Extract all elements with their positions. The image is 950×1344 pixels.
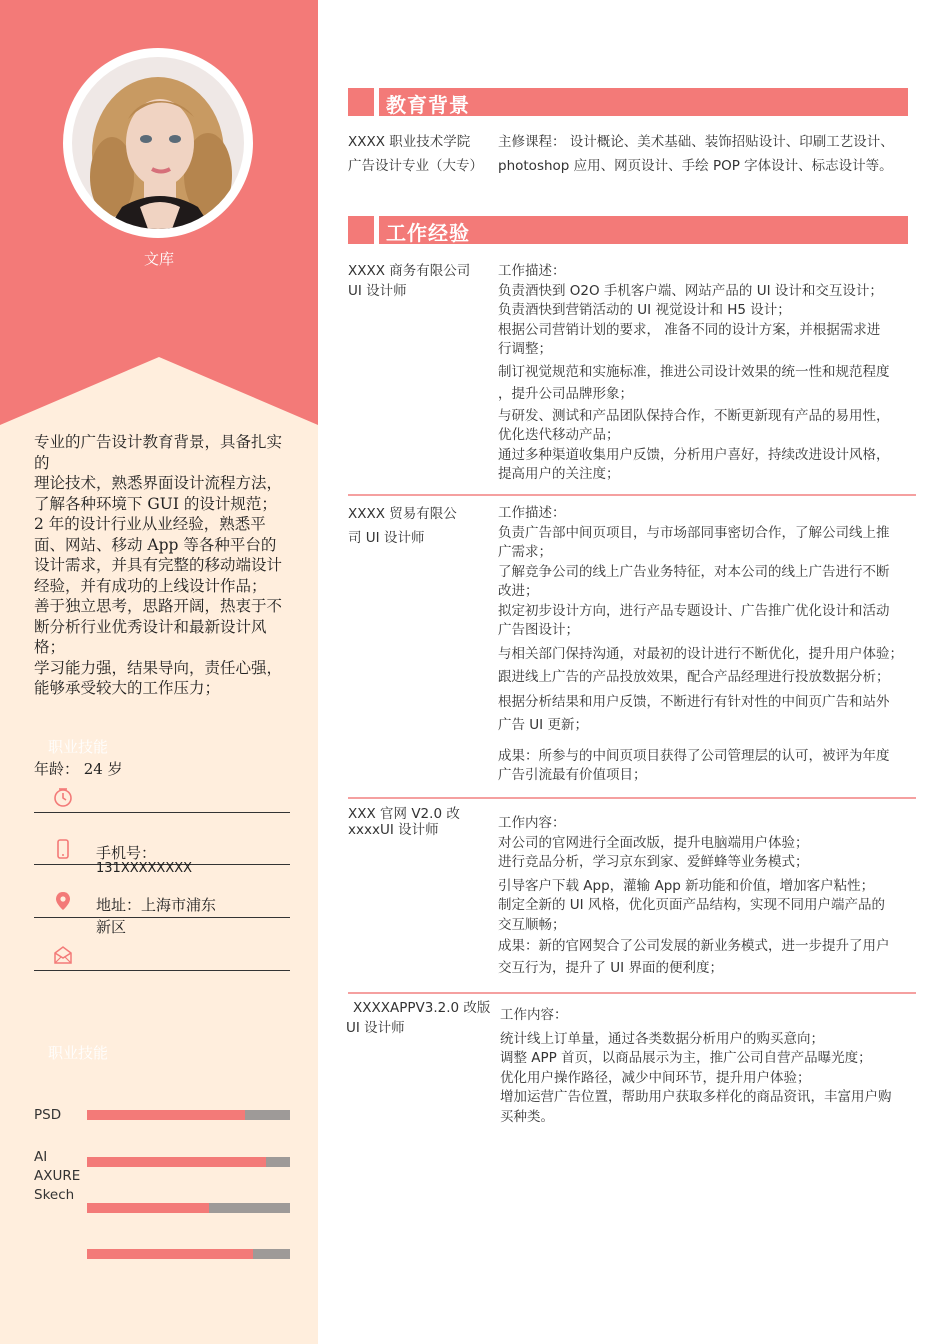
skill-label: PSD	[34, 1107, 62, 1123]
job-line: 与相关部门保持沟通，对最初的设计进行不断优化，提升用户体验；	[498, 645, 903, 662]
job-line: 引导客户下载 App，灌输 App 新功能和价值，增加客户粘性；	[498, 877, 875, 894]
job-line: 买种类。	[500, 1108, 554, 1125]
skill-bar	[87, 1203, 290, 1213]
phone-value: 131XXXXXXXX	[96, 861, 193, 876]
job-line: 广告图设计；	[498, 622, 579, 638]
job-line: 工作内容：	[500, 1007, 568, 1023]
address-line-2: 新区	[96, 918, 127, 936]
sidebar	[0, 0, 318, 1344]
summary-line: 学习能力强，结果导向，责任心强，能够承受较大的工作压力；	[34, 658, 283, 697]
job-company-block	[346, 999, 490, 1038]
job-line: 成果：新的官网契合了公司发展的新业务模式，进一步提升了用户	[498, 938, 890, 954]
job-description	[498, 262, 890, 485]
courses-line: 主修课程： 设计概论、美术基础、装饰招贴设计、印刷工艺设计、	[498, 134, 894, 150]
summary-line: 专业的广告设计教育背景，具备扎实的	[34, 433, 283, 472]
skill-bar-fill	[87, 1157, 266, 1167]
job-line: 优化迭代移动产品；	[498, 427, 620, 443]
job-line: 广需求；	[498, 544, 552, 560]
job-line: 工作描述：	[498, 505, 566, 521]
courses-line: photoshop 应用、网页设计、手绘 POP 字体设计、标志设计等。	[498, 158, 893, 174]
job-line: 对公司的官网进行全面改版，提升电脑端用户体验；	[498, 834, 809, 851]
job-line: 拟定初步设计方向，进行产品专题设计、广告推广优化设计和活动	[498, 602, 890, 619]
job-line: 负责酒快到 O2O 手机客户端、网站产品的 UI 设计和交互设计；	[498, 282, 883, 299]
job-company: XXXX 商务有限公司	[348, 263, 471, 279]
job-line: 统计线上订单量，通过各类数据分析用户的购买意向；	[500, 1030, 824, 1047]
job-description	[500, 1006, 892, 1127]
job-line: 成果：所参与的中间页项目获得了公司管理层的认可，被评为年度	[498, 747, 890, 764]
job-divider	[348, 494, 916, 496]
skill-bar-fill	[87, 1110, 245, 1120]
job-description	[498, 504, 903, 786]
profile-summary	[34, 432, 290, 699]
phone-label: 手机号：	[96, 844, 157, 862]
address-label: 地址：上海市浦东	[96, 896, 217, 914]
job-company: XXXX 贸易有限公	[348, 506, 457, 522]
section-header-notch	[374, 88, 379, 116]
education-school-block	[348, 130, 483, 178]
job-line: 制订视觉规范和实施标准，推进公司设计效果的统一性和规范程度	[498, 363, 890, 380]
skill-label: AI	[34, 1149, 48, 1165]
job-divider	[348, 992, 916, 994]
school-name: XXXX 职业技术学院	[348, 134, 471, 150]
skill-bar-fill	[87, 1249, 253, 1259]
clock-icon	[52, 786, 74, 808]
mail-icon	[52, 944, 74, 966]
job-role: 司 UI 设计师	[348, 530, 425, 546]
job-divider	[348, 797, 916, 799]
job-company: XXXXAPPV3.2.0 改版	[353, 1000, 491, 1016]
contact-row-address	[34, 888, 290, 918]
job-line: 提高用户的关注度；	[498, 466, 620, 482]
age-text: 年龄： 24 岁	[34, 760, 123, 778]
job-role: UI 设计师	[348, 282, 407, 299]
contact-row-email	[34, 942, 290, 971]
job-company-block	[348, 806, 460, 838]
summary-line: 理论技术，熟悉界面设计流程方法，了解各种环境下 GUI 的设计规范； 2 年的设计行业从业经验，熟悉平面、网站、移动 App 等各种平台的设计需求，并具有完整的移动端设计经验，并有成功的上线设计作品；	[34, 474, 283, 595]
job-line: 负责广告部中间页项目，与市场部同事密切合作，了解公司线上推	[498, 524, 890, 541]
avatar	[72, 57, 244, 229]
job-line: 与研发、测试和产品团队保持合作，不断更新现有产品的易用性，	[498, 407, 890, 424]
job-line: ，提升公司品牌形象；	[498, 386, 633, 402]
job-company-block	[348, 262, 470, 301]
job-line: 广告 UI 更新；	[498, 717, 588, 733]
skill-bar	[87, 1110, 290, 1120]
section-header-work	[348, 216, 908, 244]
job-line: 行调整；	[498, 341, 552, 357]
job-line: 优化用户操作路径，减少中间环节，提升用户体验；	[500, 1069, 811, 1086]
skill-bar	[87, 1157, 290, 1167]
job-line: 根据公司营销计划的要求， 准备不同的设计方案，并根据需求进	[498, 321, 881, 338]
section-heading-skills: 职业技能	[48, 738, 109, 756]
skill-label: Skech	[34, 1187, 75, 1203]
job-line: 通过多种渠道收集用户反馈，分析用户喜好，持续改进设计风格，	[498, 446, 890, 463]
job-description	[498, 814, 890, 978]
job-line: 增加运营广告位置，帮助用户获取多样化的商品资讯，丰富用户购	[500, 1089, 892, 1105]
job-company: XXX 官网 V2.0 改	[348, 806, 460, 822]
job-role: UI 设计师	[346, 1019, 405, 1036]
job-line: 工作内容：	[498, 815, 566, 831]
summary-line: 善于独立思考，思路开阔，热衷于不断分析行业优秀设计和最新设计风格；	[34, 597, 283, 656]
person-name: 文库	[143, 250, 174, 268]
avatar-frame	[63, 48, 253, 238]
contact-row-birthday	[34, 784, 290, 813]
job-line: 了解竞争公司的线上广告业务特征，对本公司的线上广告进行不断	[498, 563, 890, 580]
job-line: 工作描述：	[498, 263, 566, 279]
job-company-block	[348, 502, 457, 550]
job-line: 广告引流最有价值项目；	[498, 767, 647, 783]
phone-icon	[52, 838, 74, 860]
job-role: xxxxUI 设计师	[348, 822, 439, 838]
job-line: 负责酒快到营销活动的 UI 视觉设计和 H5 设计；	[498, 302, 791, 318]
location-pin-icon	[52, 890, 74, 912]
section-heading-skills-2: 职业技能	[48, 1044, 109, 1062]
job-line: 交互行为，提升了 UI 界面的便利度；	[498, 959, 723, 976]
skill-label: AXURE	[34, 1168, 81, 1184]
job-line: 跟进线上广告的产品投放效果，配合产品经理进行投放数据分析；	[498, 669, 890, 685]
section-title-education: 教育背景	[386, 93, 470, 117]
skill-bar	[87, 1249, 290, 1259]
job-line: 进行竞品分析，学习京东到家、爱鲜蜂等业务模式；	[498, 854, 809, 870]
section-title-work: 工作经验	[386, 221, 470, 245]
job-line: 改进；	[498, 583, 539, 599]
job-line: 交互顺畅；	[498, 916, 566, 933]
job-line: 根据分析结果和用户反馈，不断进行有针对性的中间页广告和站外	[498, 693, 890, 710]
section-header-education	[348, 88, 908, 116]
education-courses	[498, 130, 894, 178]
job-line: 调整 APP 首页，以商品展示为主，推广公司自营产品曝光度；	[500, 1050, 872, 1066]
section-header-notch	[374, 216, 379, 244]
skill-bar-fill	[87, 1203, 209, 1213]
major-name: 广告设计专业（大专）	[348, 158, 483, 174]
job-line: 制定全新的 UI 风格，优化页面产品结构，实现不同用户端产品的	[498, 897, 885, 913]
